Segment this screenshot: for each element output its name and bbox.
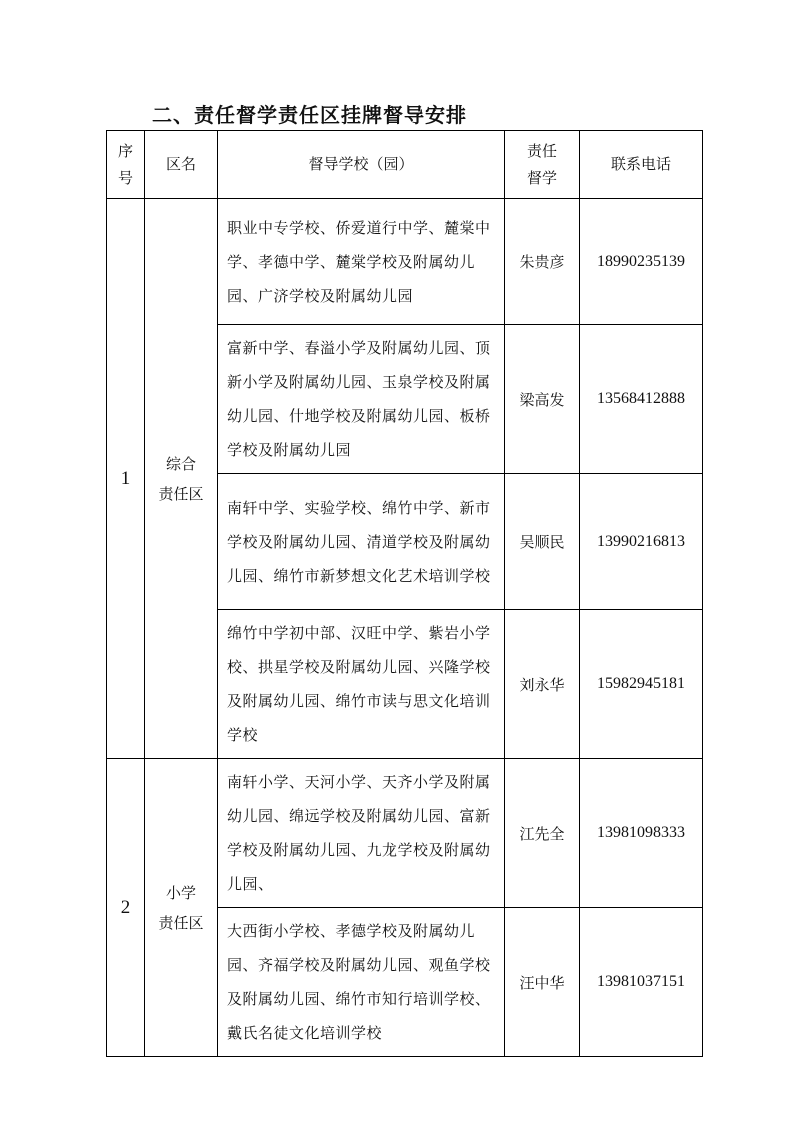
- district-line2: 责任区: [158, 913, 204, 932]
- schools-cell: 南轩中学、实验学校、绵竹中学、新市学校及附属幼儿园、清道学校及附属幼儿园、绵竹市新梦想文化艺术培训学校: [218, 474, 505, 610]
- group-seq: 2: [107, 759, 145, 1057]
- section-heading: 二、责任督学责任区挂牌督导安排: [152, 103, 467, 127]
- header-district: 区名: [145, 131, 218, 199]
- district-line2: 责任区: [158, 484, 204, 503]
- supervisor-name: 江先全: [505, 759, 580, 908]
- district-line1: 综合: [165, 454, 196, 473]
- supervisor-name: 梁高发: [505, 325, 580, 474]
- schools-cell: 职业中专学校、侨爱道行中学、麓棠中学、孝德中学、麓棠学校及附属幼儿园、广济学校及附属幼儿园: [218, 199, 505, 325]
- supervisor-name: 朱贵彦: [505, 199, 580, 325]
- group-district: [145, 759, 218, 1057]
- district-line1: 小学: [165, 883, 196, 902]
- phone-number: 13981037151: [580, 908, 703, 1057]
- phone-number: 13990216813: [580, 474, 703, 610]
- phone-number: 13981098333: [580, 759, 703, 908]
- schools-cell: 大西街小学校、孝德学校及附属幼儿园、齐福学校及附属幼儿园、观鱼学校及附属幼儿园、绵竹市知行培训学校、戴氏名徒文化培训学校: [218, 908, 505, 1057]
- header-supervisor: [505, 131, 580, 199]
- schools-cell: 富新中学、春溢小学及附属幼儿园、顶新小学及附属幼儿园、玉泉学校及附属幼儿园、什地学校及附属幼儿园、板桥学校及附属幼儿园: [218, 325, 505, 474]
- table-row: [107, 759, 703, 908]
- schools-cell: 南轩小学、天河小学、天齐小学及附属幼儿园、绵远学校及附属幼儿园、富新学校及附属幼儿园、九龙学校及附属幼儿园、: [218, 759, 505, 908]
- header-phone: 联系电话: [580, 131, 703, 199]
- table-row: [107, 199, 703, 325]
- table-header-row: [107, 131, 703, 199]
- group-seq: 1: [107, 199, 145, 759]
- header-seq-line2: 号: [117, 168, 133, 187]
- group-district: [145, 199, 218, 759]
- supervisor-name: 吴顺民: [505, 474, 580, 610]
- header-schools: 督导学校（园）: [218, 131, 505, 199]
- phone-number: 15982945181: [580, 610, 703, 759]
- supervisor-name: 刘永华: [505, 610, 580, 759]
- supervisor-name: 汪中华: [505, 908, 580, 1057]
- phone-number: 18990235139: [580, 199, 703, 325]
- schools-cell: 绵竹中学初中部、汉旺中学、紫岩小学校、拱星学校及附属幼儿园、兴隆学校及附属幼儿园、绵竹市读与思文化培训学校: [218, 610, 505, 759]
- header-seq-line1: 序: [117, 141, 133, 160]
- supervision-schedule-table: [106, 130, 703, 1057]
- header-supervisor-line1: 责任: [526, 141, 557, 160]
- header-seq: [107, 131, 145, 199]
- header-supervisor-line2: 督学: [526, 168, 557, 187]
- phone-number: 13568412888: [580, 325, 703, 474]
